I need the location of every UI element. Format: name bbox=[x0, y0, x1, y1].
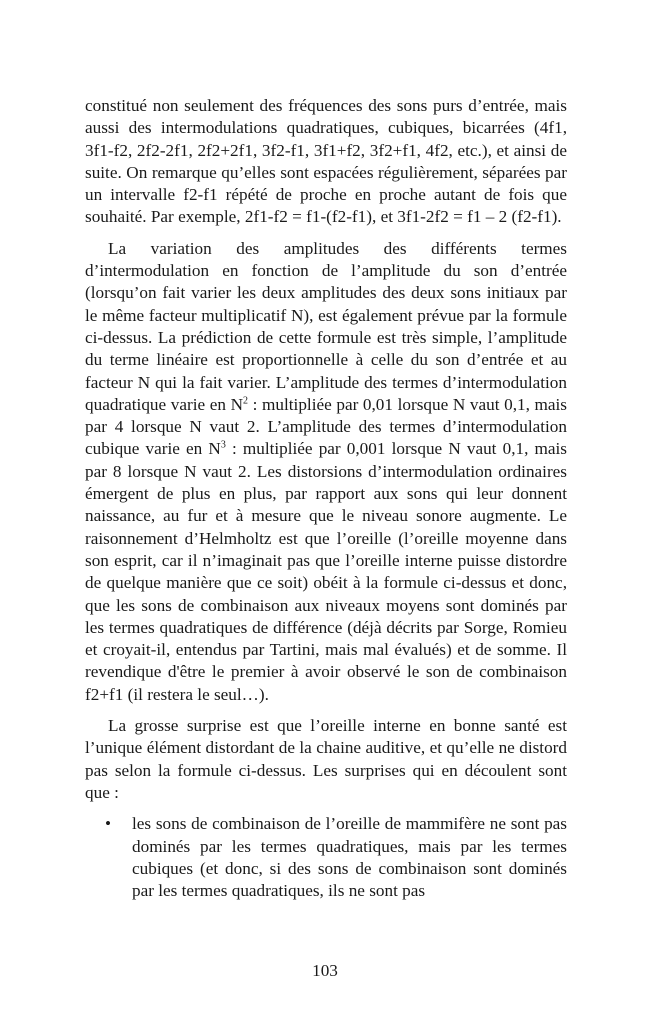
exponent-3: 3 bbox=[220, 439, 226, 451]
paragraph-2-part-1: La variation des amplitudes des différents termes d’intermodulation en fonction de l’amplitude du son d’entrée (lorsqu’on fait varier les deux amplitudes des deux sons initiaux par le même facteur multiplicatif N), est également prévue par la formule ci-dessus. La prédiction de cette formule est très simple, l’amplitude du terme linéaire est proportionnelle à celle du son d’entrée et au facteur N qui la fait varier. L’amplitude des termes d’intermodulation quadratique varie en N bbox=[85, 238, 567, 414]
bullet-icon: • bbox=[105, 814, 112, 834]
page-body bbox=[85, 95, 567, 902]
bullet-list bbox=[85, 813, 567, 902]
exponent-2: 2 bbox=[243, 395, 248, 407]
paragraph-2-part-2: : multipliée par 0,01 lorsque N vaut 0,1, mais par 4 lorsque N vaut 2. L’amplitude des termes d’intermodulation cubique varie en N bbox=[85, 394, 567, 459]
page-number: 103 bbox=[312, 961, 338, 980]
list-item bbox=[85, 813, 567, 902]
paragraph-2-part-3: : multipliée par 0,001 lorsque N vaut 0,1, mais par 8 lorsque N vaut 2. Les distorsions d’intermodulation ordinaires émergent de plus en plus, par rapport aux sons qui leur donnent naissance, au fur et à mesure que le niveau sonore augmente. Le raisonnement d’Helmholtz est que l’oreille (l’oreille moyenne dans son esprit, car il n’imaginait pas que l’oreille interne puisse distordre de quelque manière que ce soit) obéit à la formule ci-dessus et donc, que les sons de combinaison aux niveaux moyens sont dominés par les termes quadratiques de différence (déjà décrits par Sorge, Romieu et croyait-il, entendus par Tartini, mais mal évalués) et de somme. Il revendique d'être le premier à avoir observé le son de combinaison f2+f1 (il restera le seul…). bbox=[85, 439, 567, 704]
list-item-text: les sons de combinaison de l’oreille de mammifère ne sont pas dominés par les termes quadratiques, mais par les termes cubiques (et donc, si des sons de combinaison sont dominés par les termes quadratiques, ils ne sont pas bbox=[132, 814, 567, 901]
paragraph-2 bbox=[85, 238, 567, 706]
paragraph-1: constitué non seulement des fréquences des sons purs d’entrée, mais aussi des intermodulations quadratiques, cubiques, bicarrées (4f1, 3f1-f2, 2f2-2f1, 2f2+2f1, 3f2-f1, 3f1+f2, 3f2+f1, 4f2, etc.), et ainsi de suite. On remarque qu’elles sont espacées régulièrement, séparées par un intervalle f2-f1 répété de proche en proche autant de fois que souhaité. Par exemple, 2f1-f2 = f1-(f2-f1), et 3f1-2f2 = f1 – 2 (f2-f1). bbox=[85, 96, 567, 227]
paragraph-3: La grosse surprise est que l’oreille interne en bonne santé est l’unique élément distordant de la chaine auditive, et qu’elle ne distord pas selon la formule ci-dessus. Les surprises qui en découlent sont que : bbox=[85, 716, 567, 802]
